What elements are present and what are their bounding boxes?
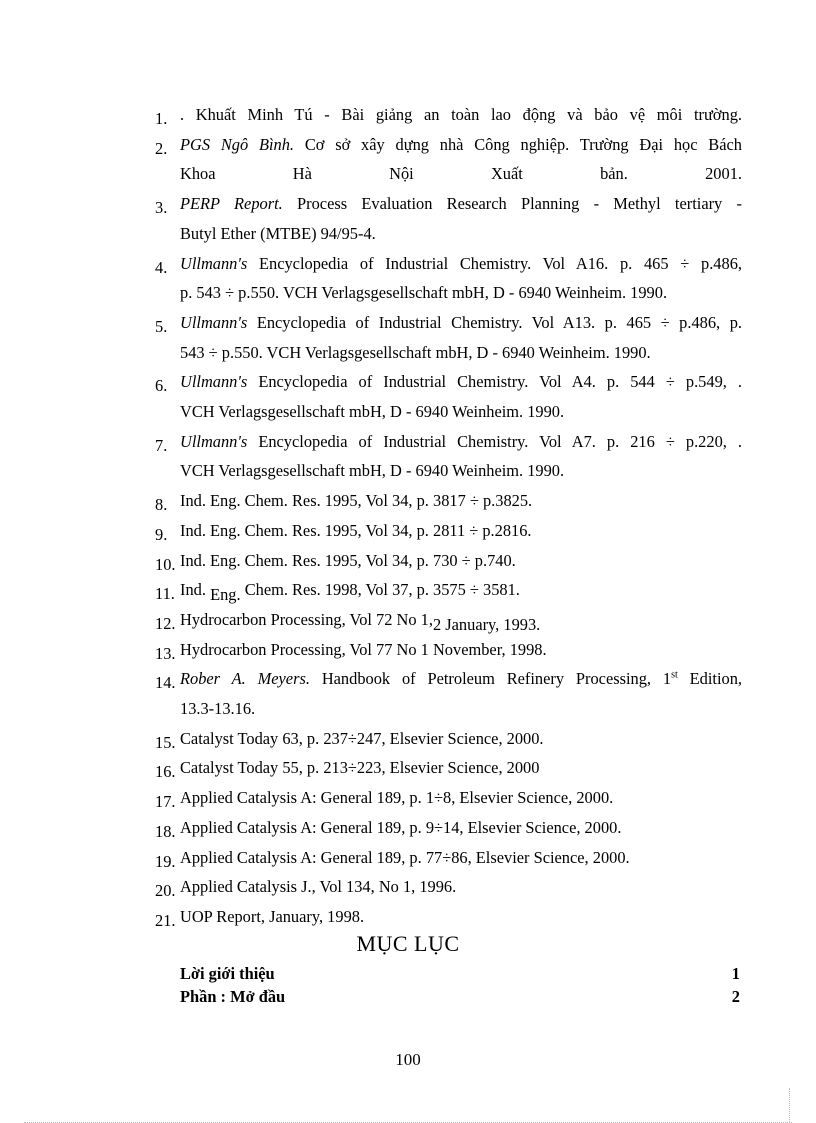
reference-number: 6. bbox=[155, 376, 168, 396]
reference-author: Ullmann's bbox=[180, 372, 248, 392]
reference-number: 4. bbox=[155, 257, 168, 277]
reference-text: Hydrocarbon Processing, Vol 72 No 1, bbox=[180, 609, 433, 629]
reference-text: . Khuất Minh Tú - Bài giảng an toàn lao động và bảo vệ môi trường. bbox=[180, 105, 742, 124]
reference-number: 16. bbox=[155, 762, 176, 782]
reference-number: 8. bbox=[155, 495, 168, 515]
list-item bbox=[150, 872, 742, 902]
reference-number: 18. bbox=[155, 821, 176, 841]
reference-number: 3. bbox=[155, 198, 168, 218]
reference-text: Edition, bbox=[689, 669, 742, 689]
reference-author: Ullmann's bbox=[180, 312, 248, 332]
reference-text: Cơ sở xây dựng nhà Công nghiệp. Trường Đại học Bách bbox=[304, 134, 742, 154]
reference-number: 1. bbox=[155, 109, 168, 128]
list-item bbox=[150, 753, 742, 783]
list-item bbox=[150, 902, 742, 932]
reference-text: Applied Catalysis A: General 189, p. 77÷86, Elsevier Science, 2000. bbox=[180, 847, 630, 867]
reference-number: 9. bbox=[155, 524, 168, 544]
reference-text: VCH Verlagsgesellschaft mbH, D - 6940 Weinheim. 1990. bbox=[180, 402, 565, 422]
list-item bbox=[150, 308, 742, 367]
list-item bbox=[150, 130, 742, 189]
reference-text: Encyclopedia of Industrial Chemistry. Vol A13. p. 465 ÷ p.486, p. bbox=[256, 312, 742, 332]
reference-text: Eng. bbox=[210, 585, 241, 605]
reference-author: Rober A. Meyers. bbox=[180, 669, 310, 689]
list-item bbox=[150, 813, 742, 843]
reference-number: 10. bbox=[155, 554, 176, 574]
list-item bbox=[150, 843, 742, 873]
list-item bbox=[150, 486, 742, 516]
list-item bbox=[150, 635, 742, 665]
reference-text: p. 543 ÷ p.550. VCH Verlagsgesellschaft mbH, D - 6940 Weinheim. 1990. bbox=[180, 283, 668, 303]
reference-number: 21. bbox=[155, 910, 176, 930]
list-item bbox=[150, 783, 742, 813]
reference-author: Ullmann's bbox=[180, 431, 248, 451]
reference-text: Khoa Hà Nội Xuất bản. 2001. bbox=[180, 164, 742, 184]
reference-text: Applied Catalysis J., Vol 134, No 1, 1996. bbox=[180, 877, 457, 897]
reference-text: Applied Catalysis A: General 189, p. 9÷14, Elsevier Science, 2000. bbox=[180, 817, 622, 837]
page-border-right bbox=[789, 1088, 790, 1122]
reference-number: 14. bbox=[155, 673, 176, 693]
list-item bbox=[150, 427, 742, 486]
list-item bbox=[150, 367, 742, 426]
reference-text: 2 January, 1993. bbox=[432, 614, 541, 634]
reference-text: Hydrocarbon Processing, Vol 77 No 1 November, 1998. bbox=[180, 639, 547, 659]
superscript: st bbox=[671, 669, 678, 681]
list-item bbox=[150, 724, 742, 754]
toc-item-label: Phần : Mở đầu bbox=[180, 987, 286, 1006]
reference-list bbox=[150, 100, 742, 932]
reference-text: Ind. Eng. Chem. Res. 1995, Vol 34, p. 2811 ÷ p.2816. bbox=[180, 520, 532, 540]
reference-author: PERP Report. bbox=[180, 194, 283, 214]
reference-text: Catalyst Today 55, p. 213÷223, Elsevier Science, 2000 bbox=[180, 758, 540, 778]
reference-number: 7. bbox=[155, 435, 168, 455]
list-item bbox=[150, 605, 742, 635]
reference-text: Ind. Eng. Chem. Res. 1995, Vol 34, p. 3817 ÷ p.3825. bbox=[180, 491, 533, 511]
toc-item bbox=[180, 964, 740, 984]
reference-text: Applied Catalysis A: General 189, p. 1÷8, Elsevier Science, 2000. bbox=[180, 788, 614, 808]
reference-text: Process Evaluation Research Planning - Methyl tertiary - bbox=[297, 194, 742, 214]
reference-text: VCH Verlagsgesellschaft mbH, D - 6940 Weinheim. 1990. bbox=[180, 461, 565, 481]
reference-text: Encyclopedia of Industrial Chemistry. Vol A4. p. 544 ÷ p.549, . bbox=[258, 372, 742, 392]
reference-author: PGS Ngô Bình. bbox=[180, 134, 295, 154]
list-item bbox=[150, 189, 742, 248]
toc-title: MỤC LỤC bbox=[356, 931, 460, 956]
reference-text: Butyl Ether (MTBE) 94/95-4. bbox=[180, 223, 376, 243]
toc-item bbox=[180, 987, 740, 1007]
reference-author: Ullmann's bbox=[180, 253, 248, 273]
toc-item-label: Lời giới thiệu bbox=[180, 964, 275, 983]
reference-number: 17. bbox=[155, 792, 176, 812]
reference-text: Catalyst Today 63, p. 237÷247, Elsevier Science, 2000. bbox=[180, 728, 544, 748]
list-item bbox=[150, 100, 742, 130]
reference-text: 543 ÷ p.550. VCH Verlagsgesellschaft mbH, D - 6940 Weinheim. 1990. bbox=[180, 342, 651, 362]
reference-number: 5. bbox=[155, 316, 168, 336]
reference-text: Handbook of Petroleum Refinery Processing, 1 bbox=[321, 669, 672, 689]
list-item bbox=[150, 664, 742, 723]
reference-number: 2. bbox=[155, 138, 168, 158]
reference-text: Ind. Eng. Chem. Res. 1995, Vol 34, p. 730 ÷ p.740. bbox=[180, 550, 516, 570]
page-number: 100 bbox=[395, 1050, 421, 1069]
list-item bbox=[150, 546, 742, 576]
reference-text: Ind. bbox=[180, 580, 206, 600]
reference-number: 11. bbox=[155, 584, 175, 604]
reference-number: 13. bbox=[155, 643, 176, 663]
toc-item-page: 2 bbox=[731, 987, 740, 1006]
list-item bbox=[150, 249, 742, 308]
reference-number: 12. bbox=[155, 613, 176, 633]
reference-number: 15. bbox=[155, 732, 176, 752]
toc-item-page: 1 bbox=[731, 964, 740, 983]
reference-text: Encyclopedia of Industrial Chemistry. Vol A7. p. 216 ÷ p.220, . bbox=[258, 431, 742, 451]
list-item bbox=[150, 575, 742, 605]
reference-text: Encyclopedia of Industrial Chemistry. Vol A16. p. 465 ÷ p.486, bbox=[259, 253, 742, 273]
list-item bbox=[150, 516, 742, 546]
reference-text: UOP Report, January, 1998. bbox=[180, 906, 365, 926]
reference-number: 20. bbox=[155, 881, 176, 901]
reference-text: Chem. Res. 1998, Vol 37, p. 3575 ÷ 3581. bbox=[244, 580, 520, 600]
reference-number: 19. bbox=[155, 851, 176, 871]
reference-text: 13.3-13.16. bbox=[180, 699, 256, 719]
